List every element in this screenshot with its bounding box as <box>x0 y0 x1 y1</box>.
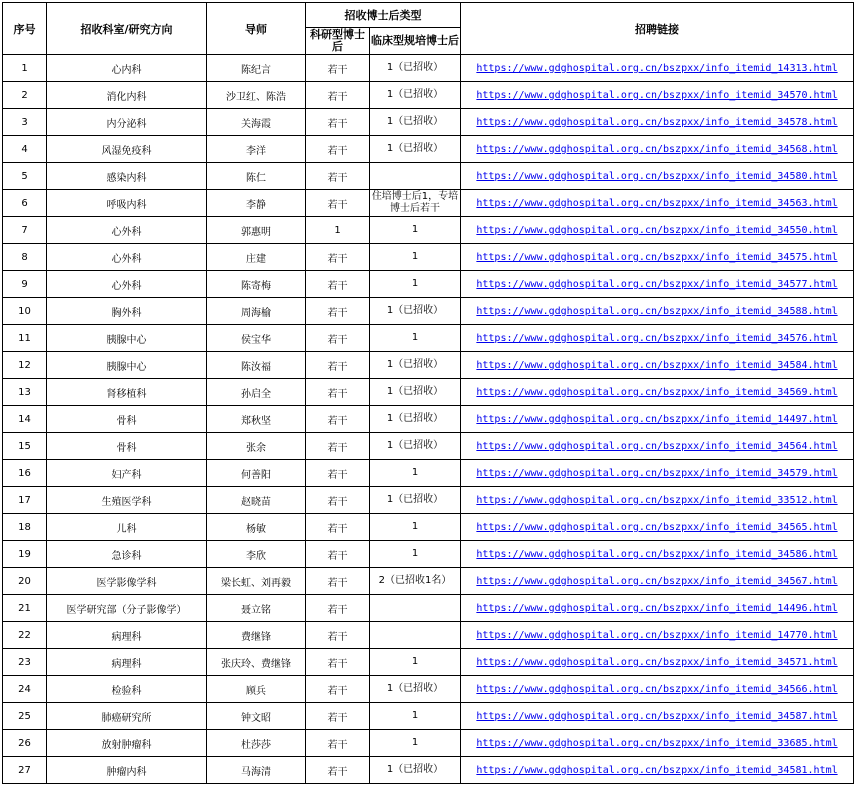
cell-link[interactable]: https://www.gdghospital.org.cn/bszpxx/info_itemid_34578.html <box>461 109 854 136</box>
cell-clinical: 1（已招收） <box>370 109 461 136</box>
cell-department: 消化内科 <box>47 82 207 109</box>
cell-link[interactable]: https://www.gdghospital.org.cn/bszpxx/info_itemid_34576.html <box>461 325 854 352</box>
cell-link[interactable]: https://www.gdghospital.org.cn/bszpxx/info_itemid_34565.html <box>461 514 854 541</box>
cell-index: 21 <box>3 595 47 622</box>
table-body <box>3 55 854 784</box>
cell-supervisor: 张余 <box>207 433 306 460</box>
cell-research: 若干 <box>306 703 370 730</box>
cell-link[interactable]: https://www.gdghospital.org.cn/bszpxx/info_itemid_34577.html <box>461 271 854 298</box>
cell-clinical: 1 <box>370 244 461 271</box>
cell-department: 骨科 <box>47 406 207 433</box>
cell-department: 胸外科 <box>47 298 207 325</box>
cell-index: 14 <box>3 406 47 433</box>
cell-index: 15 <box>3 433 47 460</box>
cell-research: 若干 <box>306 730 370 757</box>
cell-research: 若干 <box>306 298 370 325</box>
cell-index: 23 <box>3 649 47 676</box>
cell-clinical: 1 <box>370 730 461 757</box>
cell-link[interactable]: https://www.gdghospital.org.cn/bszpxx/info_itemid_34550.html <box>461 217 854 244</box>
cell-index: 27 <box>3 757 47 784</box>
cell-department: 儿科 <box>47 514 207 541</box>
header-supervisor: 导师 <box>207 3 306 55</box>
cell-clinical: 1 <box>370 649 461 676</box>
cell-link[interactable]: https://www.gdghospital.org.cn/bszpxx/info_itemid_34588.html <box>461 298 854 325</box>
table-row <box>3 163 854 190</box>
cell-department: 胰腺中心 <box>47 325 207 352</box>
table-row <box>3 352 854 379</box>
cell-index: 1 <box>3 55 47 82</box>
cell-supervisor: 杜莎莎 <box>207 730 306 757</box>
cell-link[interactable]: https://www.gdghospital.org.cn/bszpxx/info_itemid_14497.html <box>461 406 854 433</box>
cell-clinical: 1（已招收） <box>370 298 461 325</box>
postdoc-recruitment-table <box>2 2 854 784</box>
cell-link[interactable]: https://www.gdghospital.org.cn/bszpxx/info_itemid_34587.html <box>461 703 854 730</box>
cell-supervisor: 何善阳 <box>207 460 306 487</box>
cell-department: 心外科 <box>47 217 207 244</box>
cell-research: 若干 <box>306 757 370 784</box>
cell-department: 放射肿瘤科 <box>47 730 207 757</box>
cell-research: 若干 <box>306 514 370 541</box>
cell-department: 心外科 <box>47 271 207 298</box>
cell-link[interactable]: https://www.gdghospital.org.cn/bszpxx/info_itemid_34584.html <box>461 352 854 379</box>
cell-department: 急诊科 <box>47 541 207 568</box>
cell-index: 8 <box>3 244 47 271</box>
cell-clinical <box>370 622 461 649</box>
cell-supervisor: 陈纪言 <box>207 55 306 82</box>
header-department: 招收科室/研究方向 <box>47 3 207 55</box>
cell-department: 感染内科 <box>47 163 207 190</box>
cell-clinical <box>370 163 461 190</box>
cell-index: 10 <box>3 298 47 325</box>
table-row <box>3 136 854 163</box>
cell-department: 风湿免疫科 <box>47 136 207 163</box>
cell-clinical: 1（已招收） <box>370 676 461 703</box>
cell-clinical: 1 <box>370 460 461 487</box>
cell-index: 5 <box>3 163 47 190</box>
cell-supervisor: 李静 <box>207 190 306 217</box>
cell-link[interactable]: https://www.gdghospital.org.cn/bszpxx/info_itemid_34569.html <box>461 379 854 406</box>
cell-research: 若干 <box>306 55 370 82</box>
cell-index: 4 <box>3 136 47 163</box>
cell-research: 若干 <box>306 541 370 568</box>
cell-index: 2 <box>3 82 47 109</box>
cell-clinical: 1 <box>370 514 461 541</box>
cell-clinical: 1（已招收） <box>370 487 461 514</box>
cell-department: 病理科 <box>47 622 207 649</box>
cell-index: 13 <box>3 379 47 406</box>
cell-research: 若干 <box>306 271 370 298</box>
cell-clinical: 1（已招收） <box>370 82 461 109</box>
cell-research: 若干 <box>306 460 370 487</box>
cell-index: 7 <box>3 217 47 244</box>
cell-index: 3 <box>3 109 47 136</box>
cell-department: 妇产科 <box>47 460 207 487</box>
cell-link[interactable]: https://www.gdghospital.org.cn/bszpxx/info_itemid_34580.html <box>461 163 854 190</box>
cell-clinical: 1（已招收） <box>370 757 461 784</box>
cell-index: 25 <box>3 703 47 730</box>
cell-supervisor: 张庆玲、费继锋 <box>207 649 306 676</box>
header-row <box>3 3 854 28</box>
cell-department: 病理科 <box>47 649 207 676</box>
cell-research: 若干 <box>306 325 370 352</box>
cell-clinical: 1 <box>370 217 461 244</box>
cell-index: 26 <box>3 730 47 757</box>
cell-supervisor: 郑秋坚 <box>207 406 306 433</box>
table-row <box>3 487 854 514</box>
cell-clinical: 1（已招收） <box>370 433 461 460</box>
cell-clinical: 1（已招收） <box>370 379 461 406</box>
table-row <box>3 595 854 622</box>
table-row <box>3 568 854 595</box>
cell-clinical: 1（已招收） <box>370 352 461 379</box>
cell-research: 若干 <box>306 82 370 109</box>
cell-link[interactable]: https://www.gdghospital.org.cn/bszpxx/info_itemid_34568.html <box>461 136 854 163</box>
cell-link[interactable]: https://www.gdghospital.org.cn/bszpxx/info_itemid_34563.html <box>461 190 854 217</box>
cell-research: 若干 <box>306 406 370 433</box>
table-row <box>3 622 854 649</box>
cell-supervisor: 关海霞 <box>207 109 306 136</box>
cell-link[interactable]: https://www.gdghospital.org.cn/bszpxx/info_itemid_34570.html <box>461 82 854 109</box>
cell-index: 12 <box>3 352 47 379</box>
table-row <box>3 676 854 703</box>
cell-supervisor: 钟文昭 <box>207 703 306 730</box>
cell-index: 20 <box>3 568 47 595</box>
header-clinical: 临床型规培博士后 <box>370 28 461 55</box>
table-row <box>3 541 854 568</box>
table-row <box>3 190 854 217</box>
cell-supervisor: 侯宝华 <box>207 325 306 352</box>
table-row <box>3 244 854 271</box>
header-index: 序号 <box>3 3 47 55</box>
cell-supervisor: 梁长虹、刘再毅 <box>207 568 306 595</box>
cell-research: 若干 <box>306 568 370 595</box>
cell-clinical: 1 <box>370 271 461 298</box>
table-row <box>3 55 854 82</box>
cell-supervisor: 孙启全 <box>207 379 306 406</box>
table-row <box>3 757 854 784</box>
cell-supervisor: 沙卫红、陈浩 <box>207 82 306 109</box>
cell-clinical: 1（已招收） <box>370 406 461 433</box>
cell-research: 若干 <box>306 190 370 217</box>
cell-link[interactable]: https://www.gdghospital.org.cn/bszpxx/info_itemid_34586.html <box>461 541 854 568</box>
cell-link[interactable]: https://www.gdghospital.org.cn/bszpxx/info_itemid_33685.html <box>461 730 854 757</box>
cell-link[interactable]: https://www.gdghospital.org.cn/bszpxx/info_itemid_14313.html <box>461 55 854 82</box>
cell-research: 若干 <box>306 487 370 514</box>
cell-department: 心外科 <box>47 244 207 271</box>
cell-index: 19 <box>3 541 47 568</box>
cell-supervisor: 赵晓苗 <box>207 487 306 514</box>
table-row <box>3 298 854 325</box>
cell-link[interactable]: https://www.gdghospital.org.cn/bszpxx/info_itemid_14496.html <box>461 595 854 622</box>
cell-supervisor: 李洋 <box>207 136 306 163</box>
cell-research: 若干 <box>306 433 370 460</box>
cell-research: 若干 <box>306 136 370 163</box>
cell-department: 医学影像学科 <box>47 568 207 595</box>
table-row <box>3 460 854 487</box>
table-row <box>3 433 854 460</box>
cell-supervisor: 郭惠明 <box>207 217 306 244</box>
cell-supervisor: 陈寄梅 <box>207 271 306 298</box>
cell-research: 若干 <box>306 595 370 622</box>
table-row <box>3 109 854 136</box>
table-row <box>3 325 854 352</box>
cell-research: 若干 <box>306 109 370 136</box>
cell-clinical: 1（已招收） <box>370 55 461 82</box>
cell-clinical: 住培博士后1，专培博士后若干 <box>370 190 461 217</box>
cell-index: 18 <box>3 514 47 541</box>
cell-supervisor: 顾兵 <box>207 676 306 703</box>
cell-department: 骨科 <box>47 433 207 460</box>
table-row <box>3 82 854 109</box>
cell-department: 肺癌研究所 <box>47 703 207 730</box>
cell-department: 检验科 <box>47 676 207 703</box>
cell-index: 6 <box>3 190 47 217</box>
cell-link[interactable]: https://www.gdghospital.org.cn/bszpxx/info_itemid_33512.html <box>461 487 854 514</box>
cell-index: 11 <box>3 325 47 352</box>
cell-department: 肾移植科 <box>47 379 207 406</box>
cell-department: 医学研究部（分子影像学） <box>47 595 207 622</box>
cell-clinical: 1 <box>370 703 461 730</box>
cell-department: 呼吸内科 <box>47 190 207 217</box>
cell-supervisor: 费继锋 <box>207 622 306 649</box>
cell-clinical <box>370 595 461 622</box>
cell-supervisor: 聂立铭 <box>207 595 306 622</box>
cell-link[interactable]: https://www.gdghospital.org.cn/bszpxx/info_itemid_34567.html <box>461 568 854 595</box>
cell-link[interactable]: https://www.gdghospital.org.cn/bszpxx/info_itemid_14770.html <box>461 622 854 649</box>
cell-department: 内分泌科 <box>47 109 207 136</box>
cell-research: 若干 <box>306 649 370 676</box>
header-type-group: 招收博士后类型 <box>306 3 461 28</box>
cell-supervisor: 周海榆 <box>207 298 306 325</box>
cell-research: 若干 <box>306 244 370 271</box>
cell-link[interactable]: https://www.gdghospital.org.cn/bszpxx/info_itemid_34575.html <box>461 244 854 271</box>
cell-clinical: 1（已招收） <box>370 136 461 163</box>
cell-link[interactable]: https://www.gdghospital.org.cn/bszpxx/info_itemid_34581.html <box>461 757 854 784</box>
cell-supervisor: 陈汝福 <box>207 352 306 379</box>
table-row <box>3 514 854 541</box>
cell-link[interactable]: https://www.gdghospital.org.cn/bszpxx/info_itemid_34571.html <box>461 649 854 676</box>
cell-index: 22 <box>3 622 47 649</box>
cell-supervisor: 马海清 <box>207 757 306 784</box>
table-row <box>3 217 854 244</box>
table-row <box>3 271 854 298</box>
table-row <box>3 703 854 730</box>
table-row <box>3 649 854 676</box>
cell-link[interactable]: https://www.gdghospital.org.cn/bszpxx/info_itemid_34579.html <box>461 460 854 487</box>
cell-link[interactable]: https://www.gdghospital.org.cn/bszpxx/info_itemid_34564.html <box>461 433 854 460</box>
cell-clinical: 1 <box>370 325 461 352</box>
cell-supervisor: 陈仁 <box>207 163 306 190</box>
cell-clinical: 1 <box>370 541 461 568</box>
cell-department: 肿瘤内科 <box>47 757 207 784</box>
table-row <box>3 406 854 433</box>
cell-department: 心内科 <box>47 55 207 82</box>
cell-research: 若干 <box>306 622 370 649</box>
table-row <box>3 379 854 406</box>
cell-research: 若干 <box>306 676 370 703</box>
cell-index: 17 <box>3 487 47 514</box>
cell-research: 1 <box>306 217 370 244</box>
header-research: 科研型博士后 <box>306 28 370 55</box>
cell-research: 若干 <box>306 379 370 406</box>
cell-index: 16 <box>3 460 47 487</box>
cell-link[interactable]: https://www.gdghospital.org.cn/bszpxx/info_itemid_34566.html <box>461 676 854 703</box>
cell-department: 胰腺中心 <box>47 352 207 379</box>
cell-supervisor: 杨敏 <box>207 514 306 541</box>
cell-clinical: 2（已招收1名） <box>370 568 461 595</box>
cell-supervisor: 庄建 <box>207 244 306 271</box>
cell-department: 生殖医学科 <box>47 487 207 514</box>
table-row <box>3 730 854 757</box>
cell-supervisor: 李欣 <box>207 541 306 568</box>
cell-index: 24 <box>3 676 47 703</box>
header-link: 招聘链接 <box>461 3 854 55</box>
cell-research: 若干 <box>306 352 370 379</box>
cell-research: 若干 <box>306 163 370 190</box>
cell-index: 9 <box>3 271 47 298</box>
